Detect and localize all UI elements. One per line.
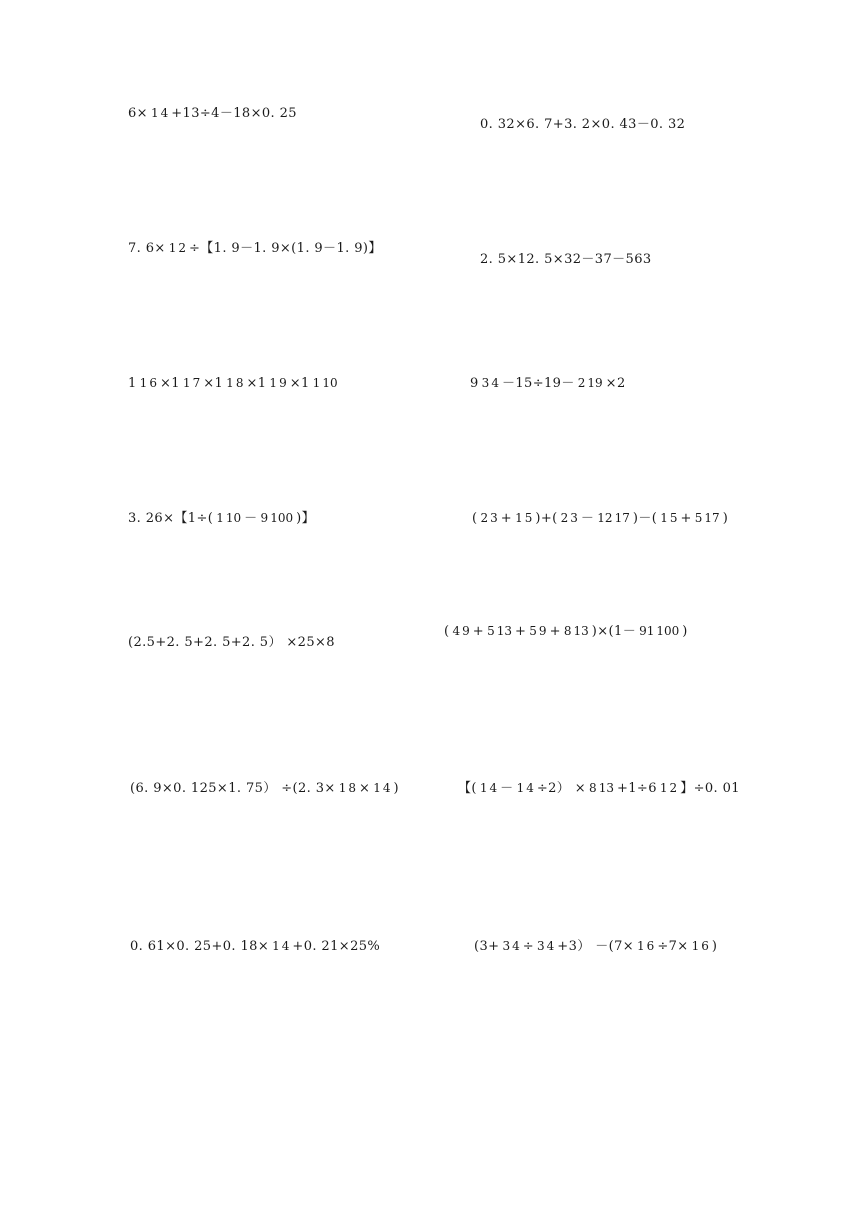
fraction: 5 13 [487, 624, 512, 639]
expr-text: 7. 6× [128, 241, 166, 256]
problem-13 [130, 940, 380, 953]
expr-text: － [580, 511, 595, 526]
fraction: 1 6 [691, 939, 709, 954]
expr-text: )】 [296, 511, 315, 526]
expr-text: (3+ [474, 939, 500, 954]
problem-4 [480, 253, 652, 266]
fraction: 1 4 [150, 106, 169, 121]
fraction: 12 17 [597, 511, 630, 526]
expr-text: ×2 [605, 376, 626, 391]
expr-text: 6× [128, 106, 148, 121]
expr-text: (2.5+2. 5+2. 5+2. 5） ×25×8 [128, 635, 335, 650]
expr-text: 0. 32×6. 7+3. 2×0. 43－0. 32 [480, 117, 686, 132]
expr-text: )+( [535, 511, 558, 526]
expr-text: 2. 5×12. 5×32－37－563 [480, 252, 652, 267]
problem-8 [472, 512, 728, 525]
fraction: 1 6 [637, 939, 655, 954]
fraction: 1 4 [272, 939, 290, 954]
expr-text: － [244, 511, 258, 526]
expr-text: － [500, 781, 514, 796]
fraction: 1 4 [516, 781, 534, 796]
problem-6 [470, 377, 626, 390]
expr-text: 3. 26×【1÷( [128, 511, 214, 526]
whole-number: 9 [470, 376, 479, 391]
fraction: 1 8 [226, 376, 244, 391]
expr-text: 0. 61×0. 25+0. 18× [130, 939, 270, 954]
problem-7 [128, 512, 315, 525]
expr-text: ÷【1. 9－1. 9×(1. 9－1. 9)】 [188, 241, 382, 256]
fraction: 1 4 [479, 781, 498, 796]
expr-text: +1÷6 [616, 781, 657, 796]
fraction: 1 5 [515, 511, 533, 526]
fraction: 1 6 [139, 376, 157, 391]
expr-text: ×1 [203, 376, 224, 391]
fraction: 2 3 [480, 511, 498, 526]
expr-text: 【( [458, 781, 477, 796]
expr-text: × [358, 781, 371, 796]
fraction: 8 13 [589, 781, 614, 796]
expr-text: ÷2） × [536, 781, 587, 796]
fraction: 1 10 [216, 511, 242, 526]
fraction: 4 9 [452, 624, 470, 639]
expr-text: 】÷0. 01 [680, 781, 740, 796]
expr-text: +13÷4－18×0. 25 [171, 106, 297, 121]
expr-text: ×1 [289, 376, 310, 391]
expr-text: ( [444, 624, 450, 639]
expr-text: ( [472, 511, 478, 526]
problem-9 [128, 636, 335, 649]
problem-1 [128, 107, 297, 120]
fraction: 5 17 [694, 511, 720, 526]
expr-text: ×1 [159, 376, 180, 391]
fraction: 1 2 [659, 781, 678, 796]
expr-text: ÷7× [657, 939, 689, 954]
expr-text: ) [722, 511, 729, 526]
expr-text: ) [682, 624, 688, 639]
expr-text: + [549, 624, 561, 639]
expr-text: －15÷19－ [501, 376, 575, 391]
expr-text: + [514, 624, 527, 639]
fraction: 9 100 [260, 511, 294, 526]
expr-text: + [680, 511, 692, 526]
fraction: 1 7 [182, 376, 201, 391]
fraction: 1 9 [269, 376, 287, 391]
fraction: 3 4 [502, 939, 520, 954]
fraction: 3 4 [481, 376, 499, 391]
fraction: 1 4 [373, 781, 391, 796]
problem-10 [444, 625, 688, 638]
problem-5 [128, 377, 341, 390]
fraction: 1 2 [168, 241, 186, 256]
fraction: 1 5 [660, 511, 678, 526]
problem-3 [128, 242, 382, 255]
fraction: 2 19 [577, 376, 603, 391]
expr-text: )×(1－ [591, 624, 637, 639]
fraction: 5 9 [529, 624, 547, 639]
fraction: 1 10 [312, 376, 338, 391]
expr-text: + [472, 624, 485, 639]
problem-12 [458, 782, 740, 795]
fraction: 2 3 [560, 511, 578, 526]
problem-14 [474, 940, 717, 953]
expr-text: +0. 21×25% [292, 939, 381, 954]
expr-text: ×1 [246, 376, 267, 391]
problem-11 [130, 782, 399, 795]
expr-text: ) [711, 939, 718, 954]
fraction: 1 8 [338, 781, 356, 796]
fraction: 3 4 [537, 939, 555, 954]
problem-2 [480, 118, 685, 131]
expr-text: +3） －(7× [557, 939, 635, 954]
fraction: 8 13 [563, 624, 589, 639]
expr-text: + [500, 511, 513, 526]
expr-text: )－( [632, 511, 658, 526]
whole-number: 1 [128, 376, 137, 391]
fraction: 91 100 [639, 624, 680, 639]
expr-text: (6. 9×0. 125×1. 75） ÷(2. 3× [130, 781, 336, 796]
expr-text: ) [393, 781, 400, 796]
expr-text: ÷ [522, 939, 535, 954]
